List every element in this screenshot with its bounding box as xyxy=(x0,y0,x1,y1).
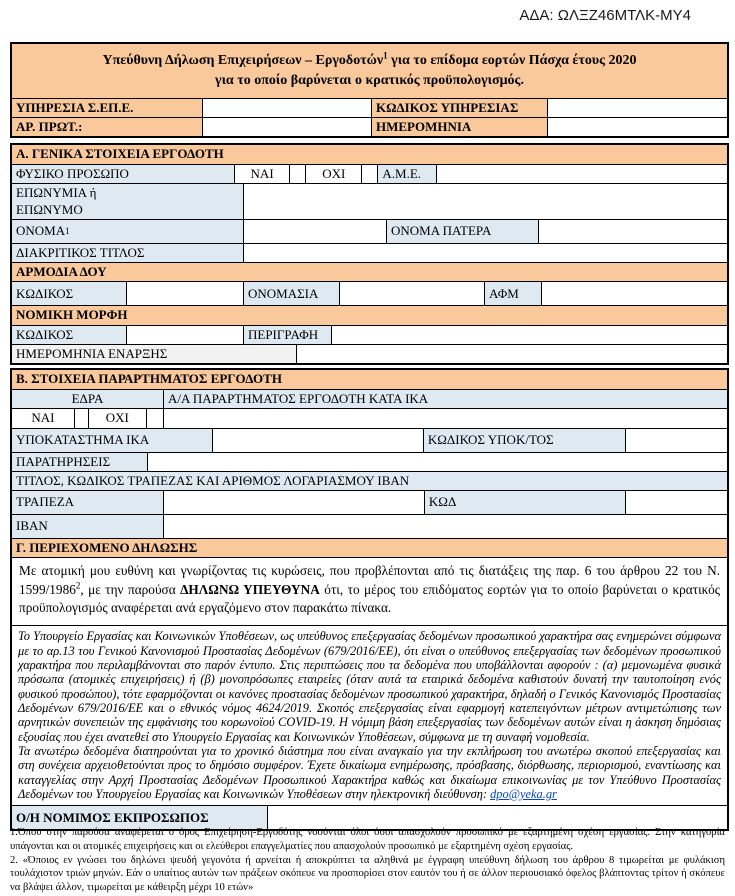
notes-field[interactable] xyxy=(148,452,727,471)
doy-name-label: ΟΝΟΜΑΣΙΑ xyxy=(244,281,340,305)
section-a-heading: Α. ΓΕΝΙΚΑ ΣΤΟΙΧΕΙΑ ΕΡΓΟΔΟΤΗ xyxy=(12,145,727,164)
footnote-1: 1.Όπου στην παρούσα αναφέρεται ο όρος Επιχείρηση-Εργοδότης νοούνται όλοι όσοι απασχολούν προσωπικό με εξαρτημένη σχέση εργασίας. Στην κατηγορία υπάγονται και οι ατομικές επιχειρήσεις και οι ελεύθεροι επαγγελματίες που απασχολούν προσωπικό με εξαρτημένη σχέση εργασίας. xyxy=(10,827,725,852)
afm-field[interactable] xyxy=(542,281,727,305)
doy-code-label: ΚΩΔΙΚΟΣ xyxy=(12,281,127,305)
trade-title-field[interactable] xyxy=(244,243,727,262)
section-c-heading: Γ. ΠΕΡΙΕΧΟΜΕΝΟ ΔΗΛΩΣΗΣ xyxy=(12,538,727,557)
physical-person-yes-label: ΝΑΙ xyxy=(235,164,290,183)
service-value-field[interactable] xyxy=(203,98,372,117)
declaration-sup: 2 xyxy=(75,580,81,591)
branch-code-label: ΚΩΔΙΚΟΣ ΥΠΟΚ/ΤΟΣ xyxy=(424,428,626,452)
ada-code: ΑΔΑ: ΩΛΞΖ46ΜΤΛΚ-ΜΥ4 xyxy=(519,7,691,24)
declaration-bold: ΔΗΛΩΝΩ ΥΠΕΥΘΥΝΑ xyxy=(180,581,320,597)
header-table xyxy=(10,42,729,138)
ame-field[interactable] xyxy=(437,164,727,183)
physical-person-no-label: ΟΧΙ xyxy=(306,164,362,183)
company-name-field[interactable] xyxy=(244,183,727,219)
first-name-label-text: ΟΝΟΜΑ xyxy=(16,223,66,239)
form-title-line2: για το οποίο βαρύνεται ο κρατικός προϋπολογισμός. xyxy=(215,73,524,89)
declaration-text-3: ότι, το μέρος του επιδόματος εορτών για το οποίο βαρύνεται ο κρατικός προϋπολογισμός αναφέρεται ανά εργαζόμενο στον παρακάτω πίνακα. xyxy=(19,581,720,615)
doy-heading: ΑΡΜΟΔΙΑ ΔΟΥ xyxy=(12,262,727,281)
legal-description-label: ΠΕΡΙΓΡΑΦΗ xyxy=(244,325,332,344)
footnotes xyxy=(10,826,725,895)
father-name-field[interactable] xyxy=(539,219,727,243)
section-a-table xyxy=(10,143,729,365)
date-field[interactable] xyxy=(548,117,727,136)
iban-label: ΙΒΑΝ xyxy=(12,514,164,538)
declaration-text-2: , με την παρούσα xyxy=(80,581,181,597)
gdpr-notice xyxy=(12,625,727,805)
form-title-sup: 1 xyxy=(383,50,388,61)
legal-representative-label: Ο/Η ΝΟΜΙΜΟΣ ΕΚΠΡΟΣΩΠΟΣ xyxy=(12,805,268,829)
form-title xyxy=(12,44,727,98)
legal-code-label: ΚΩΔΙΚΟΣ xyxy=(12,325,127,344)
seat-label: ΕΔΡΑ xyxy=(12,389,164,408)
company-name-label-line1: ΕΠΩΝΥΜΙΑ ή xyxy=(16,185,97,201)
first-name-field[interactable] xyxy=(244,219,387,243)
bank-code-label: ΚΩΔ xyxy=(425,490,626,514)
first-name-label: ΟΝΟΜΑ 1 xyxy=(12,219,244,243)
legal-code-field[interactable] xyxy=(127,325,244,344)
notes-label: ΠΑΡΑΤΗΡΗΣΕΙΣ xyxy=(12,452,148,471)
ame-label: Α.Μ.Ε. xyxy=(378,164,437,183)
physical-person-yes-checkbox[interactable] xyxy=(290,164,306,183)
seat-no-checkbox[interactable] xyxy=(147,408,164,427)
service-label: ΥΠΗΡΕΣΙΑ Σ.ΕΠ.Ε. xyxy=(12,98,203,117)
bank-section-heading: ΤΙΤΛΟΣ, ΚΩΔΙΚΟΣ ΤΡΑΠΕΖΑΣ ΚΑΙ ΑΡΙΘΜΟΣ ΛΟΓΑΡΙΑΣΜΟΥ ΙΒΑΝ xyxy=(12,471,727,490)
company-name-label xyxy=(12,183,244,219)
doy-code-field[interactable] xyxy=(127,281,244,305)
seat-yes-checkbox[interactable] xyxy=(75,408,89,427)
legal-description-field[interactable] xyxy=(332,325,727,344)
footnote-2: 2. «Όποιος εν γνώσει του δηλώνει ψευδή γεγονότα ή αρνείται ή αποκρύπτει τα αληθινά με έγγραφη υπεύθυνη δήλωση του άρθρου 8 τιμωρείται με φυλάκιση τουλάχιστον τριών μηνών. Εάν ο υπαίτιος αυτών των πράξεων σκόπευε να προσπορίσει στον εαυτόν του ή σε άλλον περιουσιακό όφελος βλάπτοντας τρίτον ή σκόπευε να βλάψει άλλον, τιμωρείται με κάθειρξη μέχρι 10 ετών» xyxy=(10,854,725,894)
seat-no-label: ΟΧΙ xyxy=(89,408,147,427)
afm-label: ΑΦΜ xyxy=(485,281,542,305)
dpo-email-link[interactable]: dpo@yeka.gr xyxy=(490,786,557,801)
iban-field[interactable] xyxy=(164,514,727,538)
company-name-label-line2: ΕΠΩΝΥΜΟ xyxy=(16,201,83,217)
gdpr-paragraph-2 xyxy=(18,744,721,801)
legal-form-heading: ΝΟΜΙΚΗ ΜΟΡΦΗ xyxy=(12,305,727,324)
service-code-label: ΚΩΔΙΚΟΣ ΥΠΗΡΕΣΙΑΣ xyxy=(372,98,548,117)
trade-title-label: ΔΙΑΚΡΙΤΙΚΟΣ ΤΙΤΛΟΣ xyxy=(12,243,244,262)
declaration-text-1: Με ατομική μου ευθύνη και γνωρίζοντας τις κυρώσεις, που προβλέπονται από τις διατάξεις της παρ. 6 του άρθρου 22 του Ν. 1599/1986 xyxy=(19,563,720,597)
section-b-heading: Β. ΣΤΟΙΧΕΙΑ ΠΑΡΑΡΤΗΜΑΤΟΣ ΕΡΓΟΔΟΤΗ xyxy=(12,370,727,389)
physical-person-no-checkbox[interactable] xyxy=(362,164,378,183)
bank-field[interactable] xyxy=(164,490,425,514)
branch-serial-field[interactable] xyxy=(164,408,727,427)
gdpr-paragraph-2-text: Τα ανωτέρω δεδομένα διατηρούνται για το χρονικό διάστημα που είναι αναγκαίο για την εκπλήρωση του ανωτέρω σκοπού επεξεργασίας και στη συνέχεια αρχειοθετούνται προς το δημόσιο συμφέρον. Έχετε δικαίωμα ενημέρωσης, πρόσβασης, διόρθωσης, περιορισμού, εναντίωσης και καταγγελίας στην Αρχή Προστασίας Δεδομένων Προσωπικού Χαρακτήρα καθώς και δικαίωμα επικοινωνίας με τον Υπεύθυνο Προστασίας Δεδομένων του Υπουργείου Εργασίας και Κοινωνικών Υποθέσεων στην ηλεκτρονική διεύθυνση: xyxy=(18,743,721,801)
ika-branch-field[interactable] xyxy=(213,428,424,452)
branch-serial-label: Α/Α ΠΑΡΑΡΤΗΜΑΤΟΣ ΕΡΓΟΔΟΤΗ ΚΑΤΑ ΙΚΑ xyxy=(164,389,727,408)
father-name-label: ΟΝΟΜΑ ΠΑΤΕΡΑ xyxy=(387,219,539,243)
seat-yes-label: ΝΑΙ xyxy=(12,408,75,427)
protocol-number-label: ΑΡ. ΠΡΩΤ.: xyxy=(12,117,203,136)
gdpr-paragraph-1: Το Υπουργείο Εργασίας και Κοινωνικών Υποθέσεων, ως υπεύθυνος επεξεργασίας δεδομένων προσωπικού χαρακτήρα σας ενημερώνει σύμφωνα με το αρ.13 του Γενικού Κανονισμού Προστασίας Δεδομένων (679/2016/ΕΕ), ότι είναι ο υπεύθυνος επεξεργασίας των δεδομένων προσωπικού χαρακτήρα που περιλαμβάνονται στο παρόν έντυπο. Στις περιπτώσεις που τα δεδομένα που υποβάλλονται αφορούν : (α) μεμονωμένα φυσικά πρόσωπα (ατομικές επιχειρήσεις) ή (β) μονοπρόσωπες εταιρείες (όταν αυτά τα εταιρικά δεδομένα καθιστούν δυνατή την ταυτοποίηση ενός φυσικού προσώπου), τότε εφαρμόζονται οι κανόνες προστασίας δεδομένων προσωπικού χαρακτήρα, δηλαδή ο Γενικός Κανονισμός Προστασίας Δεδομένων 679/2016/ΕΕ και ο εθνικός νόμος 4624/2019. Σκοπός επεξεργασίας είναι εφαρμογή κατεπειγόντων μέτρων αντιμετώπισης των αρνητικών συνεπειών της εμφάνισης του κορωνοϊού COVID-19. Η νόμιμη βάση επεξεργασίας των δεδομένων αυτών είναι η άσκηση δημόσιας εξουσίας που έχει ανατεθεί στο Υπουργείο Εργασίας και Κοινωνικών Υποθέσεων, σύμφωνα με τη συναφή νομοθεσία. xyxy=(18,629,721,744)
protocol-number-field[interactable] xyxy=(203,117,372,136)
bank-label: ΤΡΑΠΕΖΑ xyxy=(12,490,164,514)
start-date-label: ΗΜΕΡΟΜΗΝΙΑ ΕΝΑΡΞΗΣ xyxy=(12,344,297,363)
branch-code-field[interactable] xyxy=(626,428,727,452)
form-title-line1: Υπεύθυνη Δήλωση Επιχειρήσεων – Εργοδοτών xyxy=(102,53,384,68)
date-label: ΗΜΕΡΟΜΗΝΙΑ xyxy=(372,117,548,136)
ika-branch-label: ΥΠΟΚΑΤΑΣΤΗΜΑ ΙΚΑ xyxy=(12,428,213,452)
physical-person-label: ΦΥΣΙΚΟ ΠΡΟΣΩΠΟ xyxy=(12,164,235,183)
service-code-value-field[interactable] xyxy=(548,98,727,117)
bank-code-field[interactable] xyxy=(626,490,727,514)
start-date-field[interactable] xyxy=(297,344,727,363)
form-title-line1b: για το επίδομα εορτών Πάσχα έτους 2020 xyxy=(387,53,637,68)
doy-name-field[interactable] xyxy=(340,281,485,305)
section-b-c-table xyxy=(10,368,729,831)
declaration-paragraph xyxy=(12,557,727,625)
